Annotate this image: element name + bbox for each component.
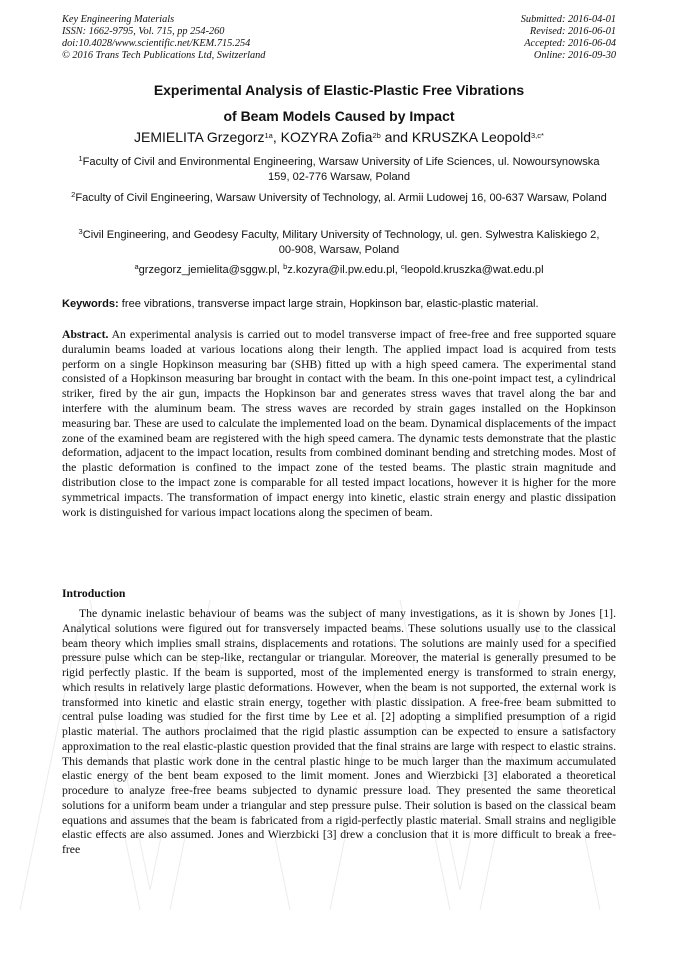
email-link[interactable]: leopold.kruszka@wat.edu.pl	[404, 264, 544, 276]
author-superscript: 1a	[264, 131, 273, 140]
author-emails	[70, 263, 608, 278]
copyright: © 2016 Trans Tech Publications Ltd, Switzerland	[62, 50, 266, 61]
author-name: KRUSZKA Leopold	[411, 129, 531, 145]
journal-info	[62, 14, 265, 62]
doi: doi:10.4028/www.scientific.net/KEM.715.254	[62, 38, 251, 49]
author-name: JEMIELITA Grzegorz	[134, 129, 265, 145]
keywords-text: free vibrations, transverse impact large strain, Hopkinson bar, elastic-plastic material.	[118, 298, 539, 310]
abstract	[62, 328, 616, 520]
abstract-label: Abstract.	[62, 328, 109, 341]
author-superscript: 2b	[372, 131, 381, 140]
abstract-text: An experimental analysis is carried out to model transverse impact of free-free and free supported square duralumin beams loaded at various locations along their length. The applied impact load is acquired from tests perform on a single Hopkinson measuring bar (SHB) fitted up with a high speed camera. The experimental stand consisted of a Hopkinson measuring bar brought in contact with the beam. In this one-point impact test, a cylindrical striker, fired by the air gun, impacts the Hopkinson bar and generates stress waves that travel along the bar and interfere with the aluminum beam. The stress waves are recorded by strain gages installed on the Hopkinson measuring bar. These are used to calculate the implemented load on the beam. Dynamical displacements of the impact zone of the examined beam are registered with the high speed camera. The dynamic tests demonstrate that the plastic deformation, adjacent to the impact location, results from combined dominant bending and stretching modes. Most of the plastic deformation is confined to the impact zone of the tested beams. The plastic strain magnitude and distribution close to the impact zone is comparable for all tested impact locations, however it is higher for the more symmetrical impacts. The transformation of impact energy into kinetic, elastic strain energy and plastic dissipation work is distinguished for various impact locations along the specimen of beam.	[62, 328, 616, 519]
author-name: KOZYRA Zofia	[280, 129, 373, 145]
submitted-date: Submitted: 2016-04-01	[520, 14, 616, 25]
section-heading-introduction: Introduction	[62, 587, 126, 600]
email-link[interactable]: grzegorz_jemielita@sggw.pl,	[138, 264, 284, 276]
introduction-paragraph: The dynamic inelastic behaviour of beams was the subject of many investigations, as it is shown by Jones [1]. Analytical solutions were figured out for transversely impacted beams. These solutions usually use to the classical beam theory which implies small strains, displacements and rotations. The solutions are mainly used for a specified pressure pulse which can be step-like, rectangular or triangular. Moreover, the material is generally presumed to be rigid perfectly plastic. If the beam is supported, most of the implemented energy is transformed to strain energy, which results in relatively large plastic deformations. However, when the beam is not supported, the external work is transformed into kinetic and elastic strain energy, together with plastic dissipation. A free-free beam submitted to central pulse loading was studied for the first time by Lee et al. [2] adopting a simplified presumption of a rigid plastic material. The authors proclaimed that the rigid plastic assumption can be expected to ensure a satisfactory approximation to the real elastic-plastic question provided that the final strains are large with respect to elastic strains. This demands that plastic work done in the central plastic hinge to be much larger than the maximum accumulated elastic energy of the bent beam exposed to the limit moment. Jones and Wierzbicki [3] elaborated a theoretical procedure to analyze free-free beams subjected to dynamic pressure load. They presented the same theoretical solutions for a uniform beam under a triangular and step pressure pulse. Their solution is based on the classical beam equations and assumes that the beam is fabricated from a rigid-perfectly plastic material. Small strains and negligible elastic effects are also assumed. Jones and Wierzbicki [3] drew a conclusion that it is more difficult to break a free-free	[62, 607, 616, 856]
affiliation-superscript: 2	[71, 190, 76, 199]
keywords	[62, 297, 618, 312]
publication-dates	[521, 14, 616, 62]
author-separator: ,	[272, 129, 281, 145]
affiliation-1	[70, 155, 608, 185]
affiliation-superscript: 3	[78, 227, 83, 236]
author-list	[40, 128, 638, 146]
email-superscript: b	[283, 262, 288, 271]
email-superscript: c	[400, 262, 405, 271]
email-superscript: a	[134, 262, 139, 271]
author-separator: and	[380, 129, 412, 145]
revised-date: Revised: 2016-06-01	[529, 26, 616, 37]
paper-title-line-2: of Beam Models Caused by Impact	[223, 108, 455, 124]
affiliation-2	[70, 191, 608, 206]
author-superscript: 3,c*	[531, 131, 544, 140]
online-date: Online: 2016-09-30	[533, 50, 616, 61]
affiliation-text: Faculty of Civil Engineering, Warsaw University of Technology, al. Armii Ludowej 16, 00-637 Warsaw, Poland	[75, 192, 607, 204]
journal-name: Key Engineering Materials	[62, 14, 175, 25]
paper-title-line-1: Experimental Analysis of Elastic-Plastic Free Vibrations	[153, 82, 525, 98]
affiliation-text: Civil Engineering, and Geodesy Faculty, Military University of Technology, ul. gen. Sylwestra Kaliskiego 2, 00-908, Warsaw, Poland	[82, 229, 600, 256]
accepted-date: Accepted: 2016-06-04	[524, 38, 616, 49]
affiliation-text: Faculty of Civil and Environmental Engineering, Warsaw University of Life Sciences, ul. Nowoursynowska 159, 02-776 Warsaw, Poland	[82, 156, 600, 183]
affiliation-superscript: 1	[78, 154, 83, 163]
issn: ISSN: 1662-9795, Vol. 715, pp 254-260	[62, 26, 225, 37]
email-link[interactable]: z.kozyra@il.pw.edu.pl,	[287, 264, 401, 276]
keywords-label: Keywords:	[62, 298, 119, 310]
affiliation-3	[70, 228, 608, 258]
